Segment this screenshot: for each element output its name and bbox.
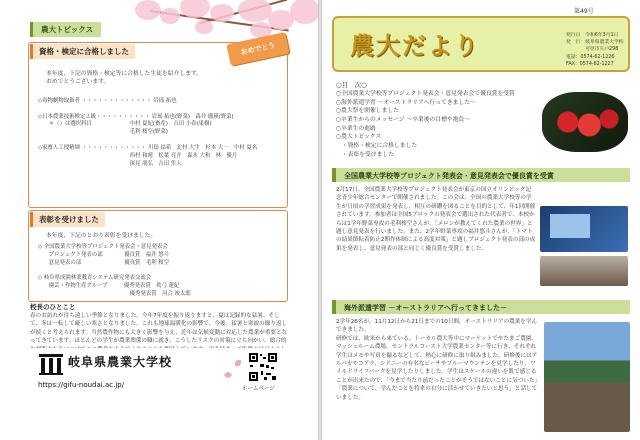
table-of-contents bbox=[336, 90, 515, 160]
publication-info-line: 可児市矢戸298 bbox=[566, 47, 619, 53]
presentation-photo bbox=[540, 206, 628, 252]
school-logo-icon bbox=[38, 352, 64, 376]
publication-info-line: 電話：0574-62-1226 bbox=[566, 54, 615, 60]
award-row: ◇ 岐阜県成園林業教育システム研究発表交流会 bbox=[38, 275, 152, 282]
awards-list bbox=[38, 244, 191, 299]
certification-row bbox=[38, 106, 257, 114]
certification-row: ＊（）は選択科目 中村 夏妃(畜産) 吉田 小春(果樹) bbox=[38, 121, 212, 128]
topics-tag: 農大トピックス bbox=[30, 22, 101, 37]
toc-item: ○海外派遣学習 ～オーストラリアへ行ってきました～ bbox=[336, 99, 476, 106]
certification-row: 毛利 桜空(野菜) bbox=[38, 129, 168, 136]
australia-tour-photo bbox=[544, 322, 630, 432]
certification-row: 西村 和晴 松葉 亮介 森本 大和 林 優月 bbox=[38, 152, 238, 159]
certification-row: ◇日本農業技術検定２級・・・・・・・・・・ 岩瑶 拓也(野菜) 森井 麗瑛(野菜) bbox=[38, 113, 234, 120]
award-group-photo bbox=[540, 256, 628, 286]
qr-code-icon[interactable] bbox=[248, 352, 278, 382]
toc-item: ○農大トピックス bbox=[336, 134, 382, 141]
toc-item: ○農大祭を開催しました bbox=[336, 108, 400, 115]
issue-number: 第49号 bbox=[574, 8, 594, 15]
award-row: プロジェクト発表の部 優良賞 福井 悠斗 bbox=[38, 251, 169, 258]
congrats-badge: おめでとう bbox=[226, 32, 289, 66]
toc-item: ・表彰を受けました bbox=[336, 151, 394, 158]
toc-item: ○卒業生の進路 bbox=[336, 125, 376, 132]
award-row: 優秀発表賞 河合 竣太郎 bbox=[38, 290, 191, 297]
award-row: 意見発表の部 優良賞 毛利 桜空 bbox=[38, 259, 170, 266]
article2-heading: 海外派遣学習 －オーストラリアへ行ってきました－ bbox=[332, 300, 630, 314]
article2-body: 2学年26名が、11月12日から21日までの10日間、オーストラリアの農業を学んできました。 研修では、欧米から来ている、トーカル農大等中にマーケットでやたまご農園、マッシュルーム農場、セントラルコースト大学農業センター等に行き、それぞれ学生はメモや写真を撮るなどして、熱心に研修に取り組みました。研修後にはアルパカやコアラ、シドニーの有名なビーチやブルーマウンテンを見学したり、ワイルドライフパークを見学したりしました。学生はスケールの違いを肌で感じることが出来たので、「今まで当たり前だったことがそうではないことに気づいた」「農業について、学んだことを将来の自分に活かせていきたいと思う」と話していました。 bbox=[336, 319, 538, 401]
awards-intro: 本年度、下記のとおり表彰を受けました。 bbox=[46, 233, 157, 239]
principal-message: 春のお訪れが待ち遠しい季節となりました。今年7年度を振り返りますと、夏は記録的な猛暑、そして、冬は一転して厳しい寒さとなりました。これも地球温暖化の影響で、今後、猛暑と寒波の繰り返しが続くと考えられます。当然農作物にも大きく影響を与え、近年は気候変動に対応した農業が重要となってきています。ほとんどの学生が農業関係の職に就き、こうしたリスクの対策に立ち向かい、総合的 bbox=[30, 313, 288, 345]
petal-icon bbox=[235, 360, 241, 366]
right-page bbox=[322, 0, 640, 440]
left-page bbox=[0, 0, 318, 440]
publication-info bbox=[566, 32, 626, 68]
newsletter-title: 農大だより bbox=[350, 31, 480, 60]
toc-item: ・資格・検定に合格しました bbox=[336, 143, 418, 150]
certifications-intro: 本年度、下記の資格・検定等に合格した生徒を紹介します。 おめでとうございます。 bbox=[46, 71, 203, 86]
article1-heading: 全国農業大学校等プロジェクト発表会・意見発表会で優良賞を受賞 bbox=[332, 168, 630, 182]
publication-info-line: 発 行 岐阜県農業大学校 bbox=[566, 40, 624, 46]
qr-label: ホームページ bbox=[242, 386, 275, 392]
masthead bbox=[332, 8, 630, 72]
toc-item: ○卒業生からのメッセージ ～卒業後の目標や抱負～ bbox=[336, 117, 471, 124]
certifications-list bbox=[38, 98, 257, 168]
petal-icon bbox=[224, 371, 232, 379]
certification-row: 深見 朋弘 吉田 隼人 bbox=[38, 160, 182, 167]
principal-title: 校長のひとこと bbox=[30, 303, 76, 311]
certification-row: ◇家畜人工授精師 ・・・・・・・・・・・・ 川島 結希 北村 大生 杉本 大一 中村 夏名 bbox=[38, 144, 258, 151]
awards-title: 表彰を受けました bbox=[30, 212, 105, 227]
award-row: 園芸・作物生産グループ 優秀発表賞 眞弓 蓮紀 bbox=[38, 283, 180, 290]
toc-item: ○全国農業大学校等プロジェクト発表会・意見発表会で優良賞を受賞 bbox=[336, 91, 515, 97]
award-row: ◇ 全国農業大学校等プロジェクト発表会・意見発表会 bbox=[38, 244, 168, 250]
school-url-link[interactable]: https://gifu-noudai.ac.jp/ bbox=[38, 381, 125, 389]
certification-row bbox=[38, 137, 257, 145]
certification-row: ◇毒物劇物取扱者 ・・・・・・・・・・・・・ 岩瑶 拓也 bbox=[38, 98, 177, 104]
publication-info-line: FAX：0574-62-1227 bbox=[566, 61, 614, 67]
strawberry-photo bbox=[542, 92, 628, 152]
school-name: 岐阜県農業大学校 bbox=[68, 355, 173, 369]
toc-title: ○目 次○ bbox=[336, 81, 367, 89]
article1-body: 2月17日、全国農業大学校等プロジェクト発表会が東京の国立オリンピック記念青少年総合センターで開催されました。この会は、全国の農業大学校等の学生が日頃の学習成果を発表し、相互の研鑽を図ることを目的として、年1回開催されています。参加者は全国5ブロックの発表会で選出された代表者で、本校からは1学年野菜専攻の毛利桜空さんが、「メロンが教えてくれた農業の世界」と題し意見発表を行いました。また、2学年野菜専攻の福井悠斗さんが、「トマトの結果節転着防止2期作体制による高度対策」と題しプロジェクト発表の部の成果を発表し、意見発表の部と同じく優良賞を受賞しました。 bbox=[336, 187, 536, 252]
certifications-title: 資格・検定に合格しました bbox=[30, 44, 135, 59]
publication-info-line: 発行日 令和6年3月1日 bbox=[566, 33, 619, 38]
